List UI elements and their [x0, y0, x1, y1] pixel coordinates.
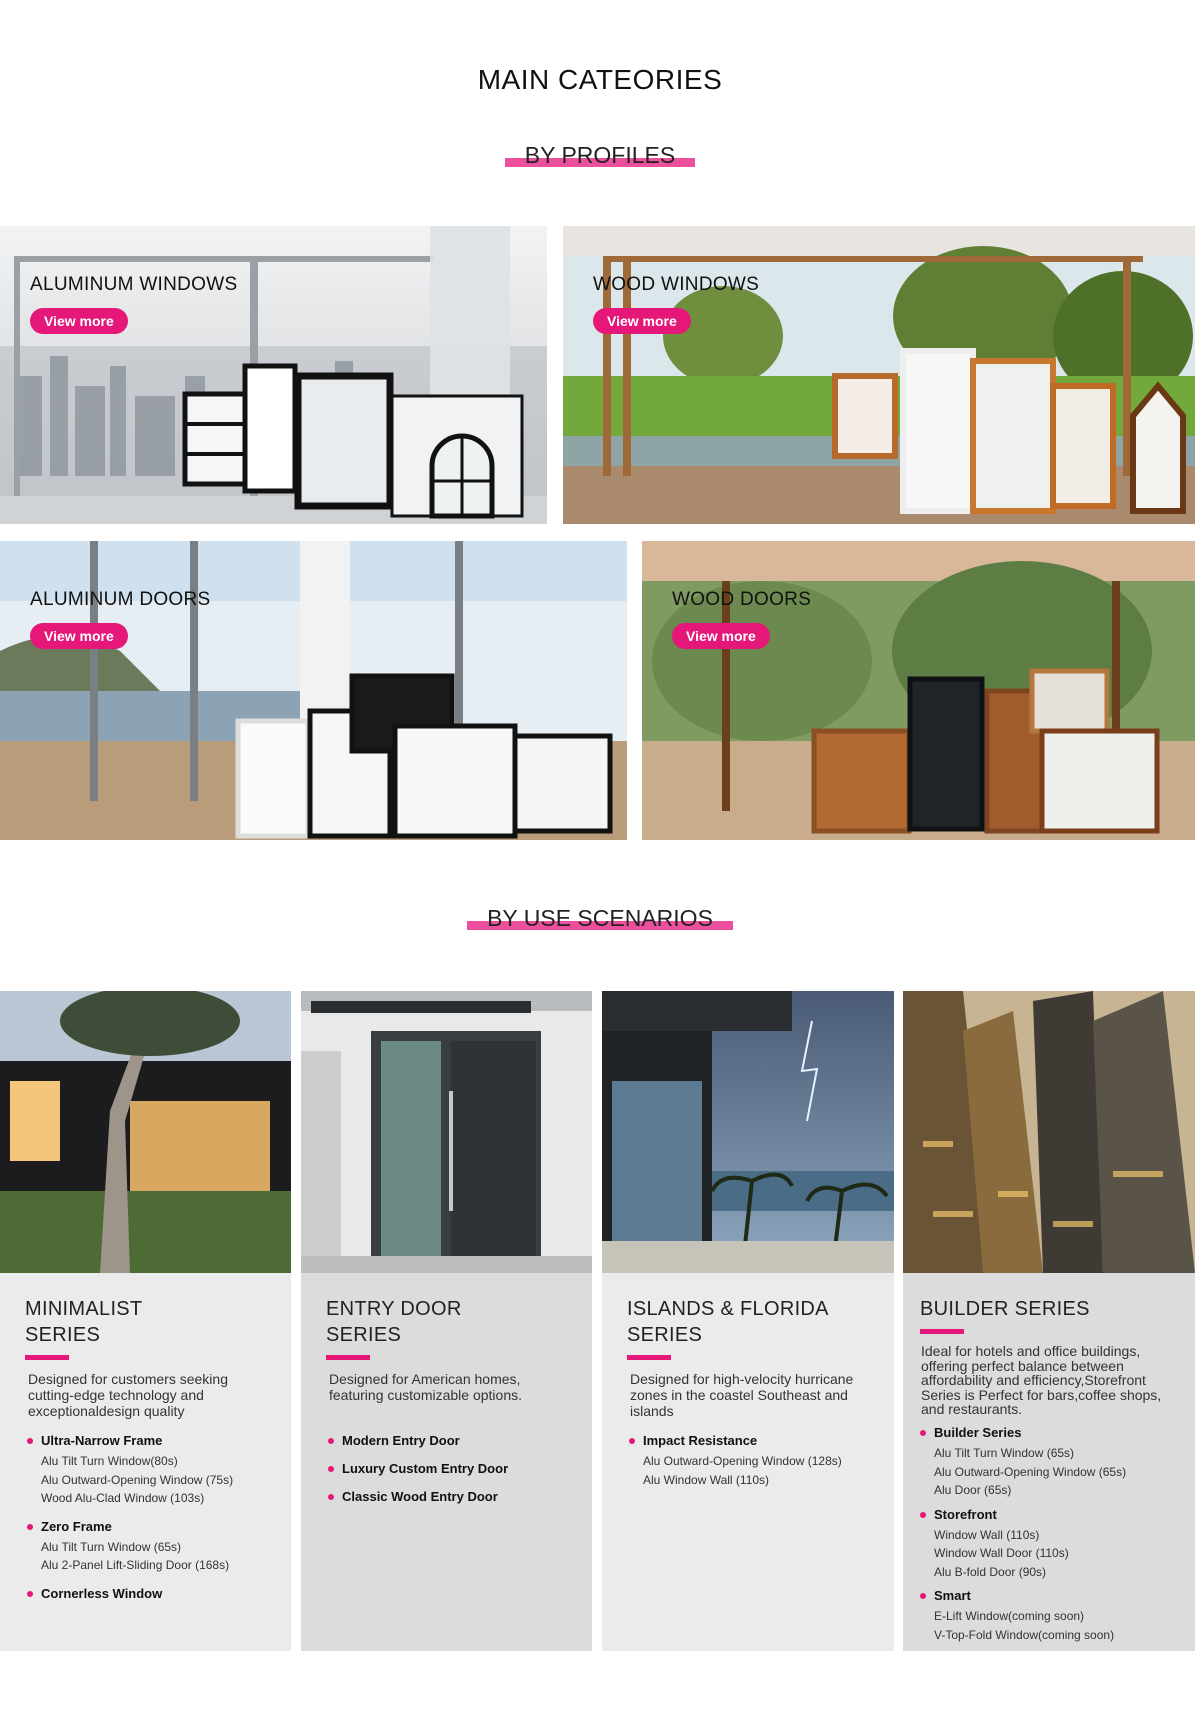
feature-group-title[interactable]: Builder Series	[920, 1424, 1170, 1442]
builder-series-card[interactable]	[903, 991, 1195, 1651]
card-title-line1: MINIMALIST	[25, 1298, 143, 1320]
feature-group	[328, 1460, 578, 1478]
card-title-line1: BUILDER SERIES	[920, 1298, 1090, 1320]
feature-item[interactable]: Alu Tilt Turn Window (65s)	[934, 1446, 1075, 1460]
title-underline	[627, 1355, 671, 1360]
card-description: Ideal for hotels and office buildings, offering perfect balance between affordability and efficiency,Storefront Series is Perfect for bars,coffee shops, and restaurants.	[921, 1343, 1162, 1417]
view-more-button[interactable]: View more	[593, 308, 691, 334]
card-title	[25, 1296, 275, 1348]
title-underline	[25, 1355, 69, 1360]
entry-door-photo	[301, 991, 592, 1273]
feature-item[interactable]: E-Lift Window(coming soon)	[934, 1609, 1085, 1623]
card-title	[627, 1296, 877, 1348]
feature-group-title[interactable]: Smart	[920, 1587, 1170, 1605]
feature-group-title[interactable]: Zero Frame	[27, 1518, 277, 1536]
card-title-line1: ENTRY DOOR	[326, 1298, 462, 1320]
feature-group	[629, 1432, 879, 1489]
minimalist-series-card[interactable]	[0, 991, 291, 1651]
aluminum-doors-tile[interactable]	[0, 541, 627, 840]
card-title	[920, 1296, 1170, 1322]
feature-group-title[interactable]: Luxury Custom Entry Door	[328, 1460, 578, 1478]
view-more-button[interactable]: View more	[30, 623, 128, 649]
card-description: Designed for high-velocity hurricane zones in the coastel Southeast and islands	[630, 1371, 854, 1419]
by-profiles-text: BY PROFILES	[505, 142, 695, 169]
card-description: Designed for American homes, featuring customizable options.	[329, 1371, 522, 1403]
feature-group	[27, 1585, 277, 1603]
minimalist-photo	[0, 991, 291, 1273]
feature-group	[27, 1518, 277, 1575]
page-title: MAIN CATEORIES	[477, 64, 723, 95]
aluminum-windows-tile[interactable]	[0, 226, 547, 524]
card-title	[326, 1296, 576, 1348]
entry-door-series-card[interactable]	[301, 991, 592, 1651]
wood-windows-tile[interactable]	[563, 226, 1195, 524]
view-more-button[interactable]: View more	[30, 308, 128, 334]
feature-item[interactable]: Alu Window Wall (110s)	[643, 1472, 770, 1487]
feature-group	[27, 1432, 277, 1508]
feature-group-title[interactable]: Cornerless Window	[27, 1585, 277, 1603]
card-feature-list	[27, 1432, 277, 1613]
wood-doors-tile[interactable]	[642, 541, 1195, 840]
feature-group	[920, 1506, 1170, 1582]
feature-item[interactable]: Wood Alu-Clad Window (103s)	[41, 1491, 205, 1505]
feature-group-title[interactable]: Classic Wood Entry Door	[328, 1488, 578, 1506]
feature-group	[328, 1432, 578, 1450]
card-title-line2: SERIES	[25, 1324, 101, 1346]
feature-group-title[interactable]: Ultra-Narrow Frame	[27, 1432, 277, 1450]
card-description: Designed for customers seeking cutting-edge technology and exceptionaldesign quality	[28, 1371, 228, 1419]
tile-label: ALUMINUM DOORS	[30, 589, 211, 610]
feature-item[interactable]: Window Wall (110s)	[934, 1527, 1040, 1542]
tile-label: WOOD DOORS	[672, 589, 812, 610]
builder-series-photo	[903, 991, 1195, 1273]
tile-label: ALUMINUM WINDOWS	[30, 274, 238, 295]
title-underline	[920, 1329, 964, 1334]
feature-item[interactable]: Alu Tilt Turn Window (65s)	[41, 1539, 182, 1554]
feature-group	[920, 1587, 1170, 1644]
feature-item[interactable]: Window Wall Door (110s)	[934, 1546, 1069, 1560]
feature-group	[328, 1488, 578, 1506]
feature-item[interactable]: Alu Tilt Turn Window(80s)	[41, 1454, 178, 1468]
card-feature-list	[328, 1432, 578, 1516]
by-use-scenarios-heading	[0, 905, 1200, 932]
wood-windows-photo	[563, 226, 1195, 524]
card-title-line2: SERIES	[627, 1324, 703, 1346]
card-title-line1: ISLANDS & FLORIDA	[627, 1298, 829, 1320]
card-title-line2: SERIES	[326, 1324, 402, 1346]
feature-item[interactable]: Alu B-fold Door (90s)	[934, 1564, 1047, 1579]
card-feature-list	[920, 1424, 1170, 1651]
aluminum-doors-photo	[0, 541, 627, 840]
by-profiles-heading	[0, 142, 1200, 169]
feature-item[interactable]: Alu Outward-Opening Window (128s)	[643, 1454, 842, 1468]
feature-item[interactable]: Alu 2-Panel Lift-Sliding Door (168s)	[41, 1558, 230, 1572]
wood-doors-photo	[642, 541, 1195, 840]
feature-group-title[interactable]: Impact Resistance	[629, 1432, 879, 1450]
tile-label: WOOD WINDOWS	[593, 274, 760, 295]
feature-item[interactable]: V-Top-Fold Window(coming soon)	[934, 1627, 1115, 1642]
view-more-button[interactable]: View more	[672, 623, 770, 649]
card-feature-list	[629, 1432, 879, 1499]
aluminum-windows-photo	[0, 226, 547, 524]
feature-group	[920, 1424, 1170, 1500]
feature-item[interactable]: Alu Outward-Opening Window (75s)	[41, 1472, 234, 1487]
title-underline	[326, 1355, 370, 1360]
feature-item[interactable]: Alu Door (65s)	[934, 1483, 1012, 1497]
feature-item[interactable]: Alu Outward-Opening Window (65s)	[934, 1464, 1127, 1479]
feature-group-title[interactable]: Modern Entry Door	[328, 1432, 578, 1450]
feature-group-title[interactable]: Storefront	[920, 1506, 1170, 1524]
islands-florida-series-card[interactable]	[602, 991, 894, 1651]
islands-florida-photo	[602, 991, 894, 1273]
by-use-scenarios-text: BY USE SCENARIOS	[467, 905, 733, 932]
